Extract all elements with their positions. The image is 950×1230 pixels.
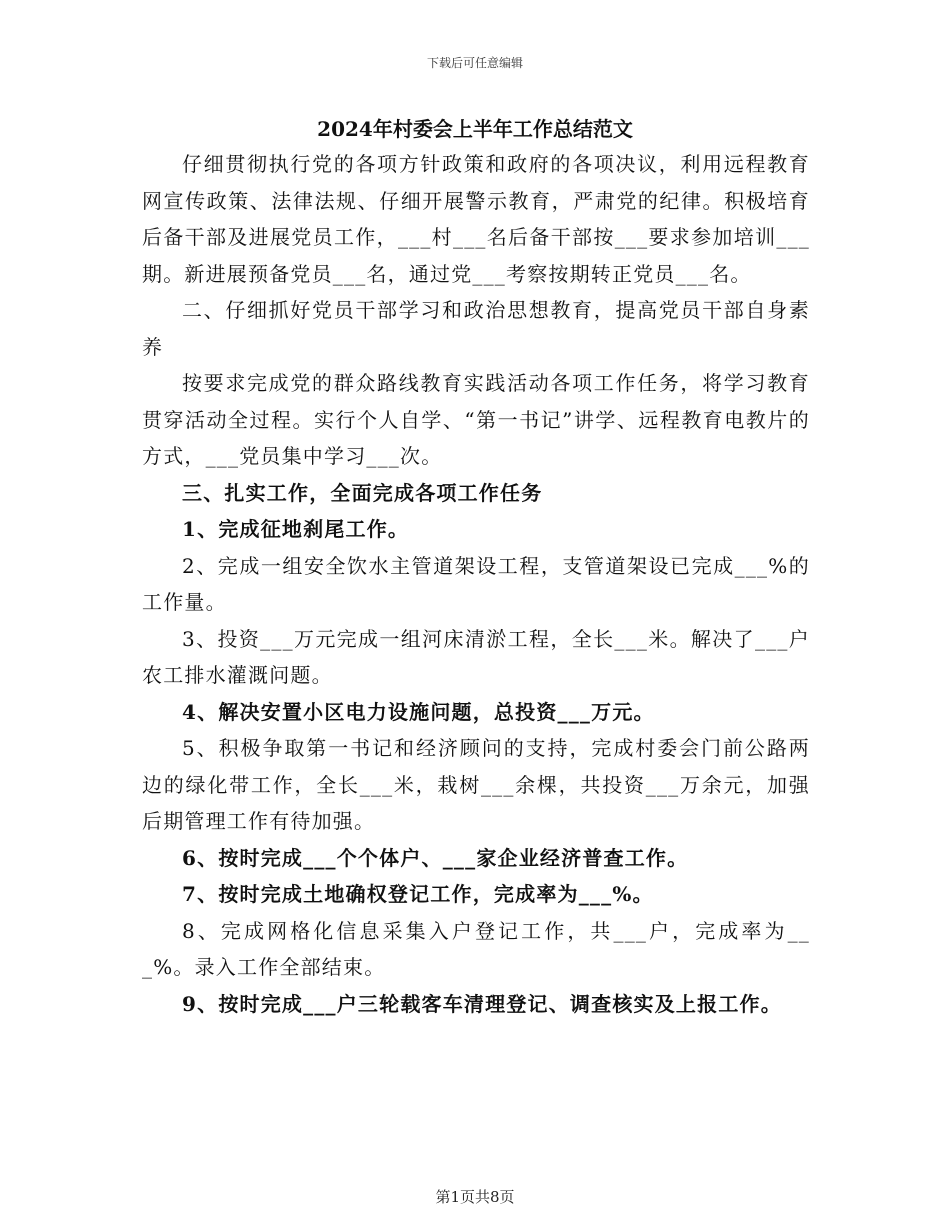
list-item: 8、完成网格化信息采集入户登记工作，共___户，完成率为___%。录入工作全部结束。 (142, 918, 810, 979)
paragraph: 按要求完成党的群众路线教育实践活动各项工作任务，将学习教育贯穿活动全过程。实行个人自学、“第一书记”讲学、远程教育电教片的方式，___党员集中学习___次。 (142, 371, 810, 468)
list-item: 2、完成一组安全饮水主管道架设工程，支管道架设已完成___%的工作量。 (142, 553, 810, 614)
list-item: 4、解决安置小区电力设施问题，总投资___万元。 (182, 699, 655, 724)
list-item: 5、积极争取第一书记和经济顾问的支持，完成村委会门前公路两边的绿化带工作，全长___米，栽树___余棵，共投资___万余元，加强后期管理工作有待加强。 (142, 736, 810, 833)
section-heading: 三、扎实工作，全面完成各项工作任务 (182, 480, 543, 505)
document-body (142, 146, 810, 1022)
list-item: 3、投资___万元完成一组河床清淤工程，全长___米。解决了___户农工排水灌溉问题。 (142, 626, 810, 687)
paragraph: 仔细贯彻执行党的各项方针政策和政府的各项决议，利用远程教育网宣传政策、法律法规、仔细开展警示教育，严肃党的纪律。积极培育后备干部及进展党员工作，___村___名后备干部按___要求参加培训___期。新进展预备党员___名，通过党___考察按期转正党员___名。 (142, 152, 810, 286)
list-item: 9、按时完成___户三轮载客车清理登记、调查核实及上报工作。 (182, 991, 782, 1016)
list-item: 1、完成征地刹尾工作。 (182, 517, 410, 541)
paragraph: 二、仔细抓好党员干部学习和政治思想教育，提高党员干部自身素养 (142, 298, 810, 359)
document-title: 2024年村委会上半年工作总结范文 (317, 117, 633, 141)
list-item: 7、按时完成土地确权登记工作，完成率为___%。 (182, 882, 654, 906)
page-header-note: 下载后可任意编辑 (426, 56, 523, 70)
page-number: 第1页共8页 (435, 1188, 515, 1206)
list-item: 6、按时完成___个个体户、___家企业经济普查工作。 (182, 845, 689, 870)
